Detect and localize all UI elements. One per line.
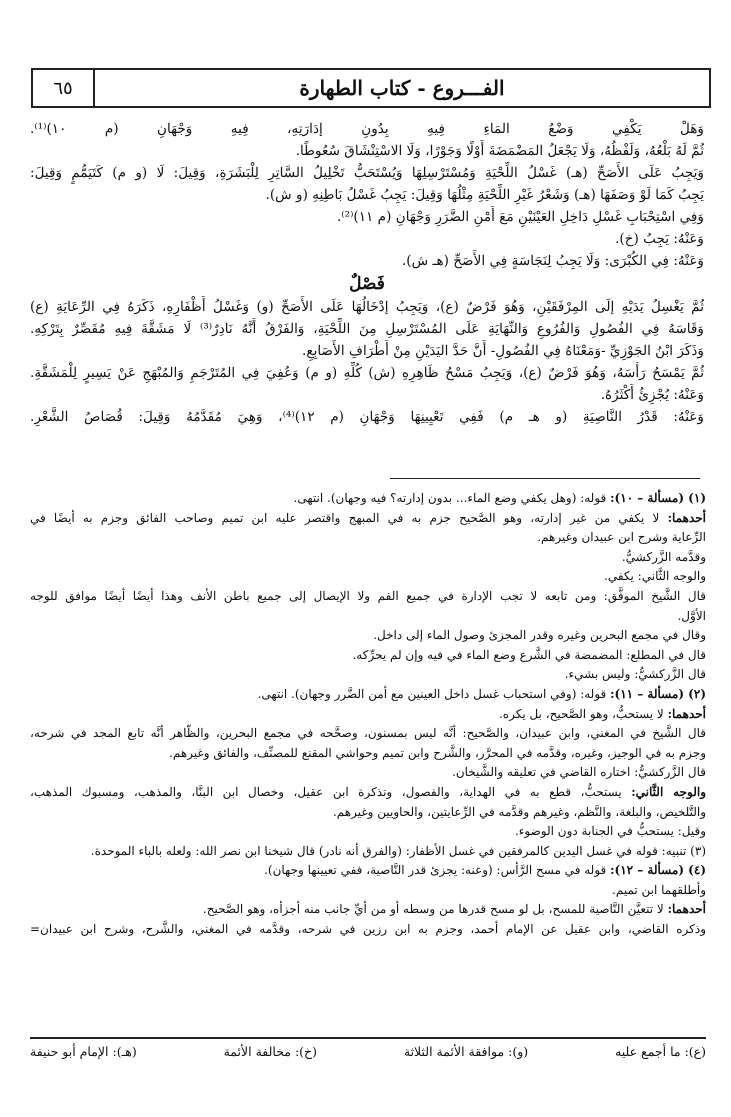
main-line: ثُمَّ يَغْسِلُ يَدَيْهِ إلَى المِرْفَقَيْنِ، وَهُوَ فَرْضٌ (ع)، وَيَجِبُ إدْخَالُهَا عَلَى الأَصَحِّ (و) وَغَسْلُ أَظْفَارِهِ، ذَكَرَهُ فِي الرِّعَايَةِ (ع)	[30, 299, 704, 315]
footnote-text: قال الشَّيخ في المغني، وابن عبيدان، والصَّحيح: أنَّه ليس بمسنون، وصحَّحه في مجمع البحرين، والظَّاهر أنَّه تابع المجد في شرحه،	[30, 726, 706, 741]
footnote-line	[30, 803, 706, 823]
footnote-line	[30, 881, 706, 901]
main-line: وَفِي اسْتِحْبَابِ غَسْلِ دَاخِلِ العَيْنَيْنِ مَعَ أَمْنِ الضَّرَرِ وَجْهَانِ (م ١١)⁽²⁾.	[336, 209, 704, 225]
footnote-text: وذكره القاضي، وابن عقيل عن الإمام أحمد، وجزم به ابن رزين في شرحه، وقدَّمه في المغني، والشَّرح، وشرح ابن عبيدان=	[30, 922, 706, 937]
footnote-text: وقدَّمه الزَّركشيُّ.	[621, 549, 706, 564]
footnote-line	[30, 861, 706, 881]
footnote-line	[30, 646, 706, 666]
footnote-label: أحدهما:	[667, 510, 706, 525]
footnote-text: وقيل: يستحبُّ في الجنابة دون الوضوء.	[514, 824, 706, 839]
main-line: وَهَلْ يَكْفِي وَضْعُ المَاءِ فِيهِ بِدُونِ إدَارَتِهِ، فِيهِ وَجْهَانِ (م ١٠)⁽¹⁾.	[30, 121, 704, 137]
section-heading: فَصْلٌ	[349, 274, 385, 294]
footnote-line	[30, 724, 706, 744]
main-line: وَعَنْهُ: يَجِبُ (خ).	[615, 231, 704, 247]
main-line: ثُمَّ يَمْسَحُ رَأْسَهُ، وَهُوَ فَرْضٌ (ع)، وَيَجِبُ مَسْحُ ظَاهِرِهِ (ش) كُلِّهِ (و م) وَعُفِيَ فِي المُتَرْجَمِ وَالمُبْهَجِ عَنْ يَسِيرٍ لِلْمَشَقَّةِ.	[30, 365, 704, 381]
footnote-text: لا تتعيَّن النَّاصية للمسح، بل لو مسح قدرها من وسطه أو من أيِّ جانب منه أجزأه، وهو الصَّحيح.	[202, 902, 668, 917]
main-line: وَعَنْهُ: فِي الكُبْرَى: وَلَا يَجِبُ لِنَجَاسَةٍ فِي الأَصَحِّ (هـ ش).	[401, 253, 704, 269]
footnote-text: قال الشَّيخ الموفَّق: ومن تابعه لا تجب الإدارة في جميع الفم ولا الإيصال إلى جميع باطن الأنف وهذا أيضًا أيضًا موافق للوجه	[30, 588, 706, 603]
footnote-line	[30, 567, 706, 587]
legend-item: (و): موافقة الأئمة الثلاثة	[403, 1044, 529, 1059]
footnote-line	[30, 489, 706, 509]
footnote-label: (٢) (مسألة – ١١):	[610, 686, 706, 701]
footnote-text: وقال في مجمع البحرين وغيره وقدر المجزئ وصول الماء إلى داخل.	[373, 628, 706, 643]
running-title: الفـــروع - كتاب الطهارة	[299, 76, 505, 100]
footnote-line	[30, 842, 706, 862]
footnote-line	[30, 822, 706, 842]
footnote-text: قال في المطلع: المضمضة في الشَّرع وضع الماء في فيه وإن لم يحرِّكه.	[352, 647, 706, 662]
footnote-label: أحدهما:	[667, 902, 706, 917]
footnote-text: والوجه الثَّاني: يكفي.	[604, 569, 706, 584]
abbreviation-legend	[30, 1041, 706, 1063]
footnote-line	[30, 920, 706, 940]
main-line: وَعَنْهُ: يُجْزِئُ أَكْثَرُهُ.	[600, 387, 704, 403]
footnote-label: (١) (مسألة – ١٠):	[610, 491, 706, 505]
footnote-text: قال الزَّركشيُّ: وليس بشيء.	[564, 667, 706, 682]
legend-item: (خ): مخالفة الأئمة	[223, 1044, 317, 1059]
footnote-text: وأطلقهما ابن تميم.	[612, 882, 706, 897]
footnote-label: أحدهما:	[667, 706, 706, 721]
main-line: وَيَجِبُ عَلَى الأَصَحِّ (هـ) غَسْلُ اللِّحْيَةِ وَمُسْتَرْسِلِهَا وَيُسْتَحَبُّ تَخْلِيلُ السَّاتِرِ لِلْبَشَرَةِ، وَقِيلَ: لَا (و م) كَتَيَمُّمٍ وَقِيلَ:	[30, 165, 704, 181]
footnote-line	[30, 548, 706, 568]
legend-item: (هـ): الإمام أبو حنيفة	[30, 1044, 137, 1059]
footnote-line	[30, 783, 706, 803]
footnote-line	[30, 685, 706, 705]
footnote-label: والوجه الثَّاني:	[631, 784, 706, 799]
main-text	[30, 118, 704, 428]
page-number: ٦٥	[53, 77, 73, 99]
footnote-text: وجزم به في الوجيز، وغيره، وقدَّمه في المحرَّر، والشَّرح وابن تميم وحواشي المقنع للمصنِّف، والفائق وغيرهم.	[169, 745, 706, 760]
footnote-text: يستحبُّ، قطع به في الهداية، والفصول، وتذكرة ابن عقيل، وخصال ابن البنَّا، والمذهب، ومسبوك المذهب،	[30, 784, 632, 799]
footnote-text: قوله: (وفي استحباب غسل داخل العينين مع أمن الضَّرر وجهان). انتهى.	[257, 686, 611, 701]
main-line: وَذَكَرَ ابْنُ الجَوْزِيِّ -وَمَعْنَاهُ فِي الفُصُولِ- أَنَّ حَدَّ اليَدَيْنِ مِنْ أَطْرَافِ الأَصَابِعِ.	[302, 343, 704, 359]
page-header	[31, 68, 711, 108]
footnote-line	[30, 509, 706, 529]
footnote-line	[30, 528, 706, 548]
footnote-line	[30, 587, 706, 607]
main-line: وَعَنْهُ: قَدْرُ النَّاصِيَةِ (و هـ م) فَفِي تَعْيِينِهَا وَجْهَانِ (م ١٢)⁽⁴⁾، وَهِيَ مُقَدَّمُهُ وَقِيلَ: قُصَاصُ الشَّعْرِ.	[30, 409, 704, 425]
footnote-text: قوله: (وهل يكفي وضع الماء... بدون إدارته؟ فيه وجهان). انتهى.	[293, 491, 611, 505]
footnote-separator	[390, 478, 700, 479]
footnote-line	[30, 763, 706, 783]
footnote-line	[30, 744, 706, 764]
footnote-text: قوله في مسح الرَّأس: (وعنه: يجزئ قدر النَّاصية، ففي تعيينها وجهان).	[264, 863, 611, 878]
footnote-line	[30, 607, 706, 627]
main-line: يَجِبُ كَمَا لَوْ وَصَفَهَا (هـ) وَشَعْرُ غَيْرِ اللِّحْيَةِ مِثْلُهَا وَقِيلَ: يَجِبُ غَسْلُ بَاطِنِهِ (و ش).	[265, 187, 704, 203]
main-line: ثُمَّ لَهُ بَلْعُهُ، وَلَفْظُهُ، وَلَا يَجْعَلُ المَضْمَضَةَ أَوْلًا وَجَوْرًا، وَلَا الاسْتِنْشَاقَ سُعُوطًا.	[295, 143, 704, 159]
footnote-text: قال الزَّركشيُّ: اختاره القاضي في تعليقه والشَّيخان.	[452, 765, 706, 780]
footnote-text: لا يستحبُّ، وهو الصَّحيح، بل يكره.	[498, 706, 668, 721]
footnote-line	[30, 900, 706, 920]
legend-item: (ع): ما أجمع عليه	[615, 1044, 706, 1059]
footnote-text: والتَّلخيص، والبلغة، والنَّظم، وغيرهم وقدَّمه في الرِّعايتين، والحاويين وغيرهم.	[332, 804, 706, 819]
footnote-text: (٣) تنبيه: قوله في غسل اليدين كالمرفقين في غسل الأظفار: (والفرق أنه نادر) قال شيخنا ابن نصر الله: ولعله بالباء الموحدة.	[90, 843, 706, 858]
main-line: وَقَاسَهُ فِي الفُصُولِ وَالفُرُوعِ وَالنِّهَايَةِ عَلَى المُسْتَرْسِلِ مِنَ اللِّحْيَةِ، وَالفَرْقُ أَنَّهُ نَادِرٌ⁽³⁾ لَا مَشَقَّةَ فِيهِ مُقَصِّرٌ بِتَرْكِهِ.	[30, 321, 704, 337]
footnote-text: الأوَّل.	[677, 608, 706, 623]
footnote-line	[30, 626, 706, 646]
footnote-text: الرِّعاية وشرح ابن عبيدان وغيرهم.	[537, 530, 706, 545]
footnote-label: (٤) (مسألة – ١٢):	[610, 863, 706, 878]
footnote-line	[30, 665, 706, 685]
footnote-line	[30, 705, 706, 725]
footnote-text: لا يكفي من غير إدارته، وهو الصَّحيح جزم به في المبهج واقتصر عليه ابن تميم وصاحب الفائق وجزم به أيضًا في	[30, 510, 668, 525]
footnotes	[30, 489, 706, 940]
footer-separator	[30, 1037, 706, 1039]
